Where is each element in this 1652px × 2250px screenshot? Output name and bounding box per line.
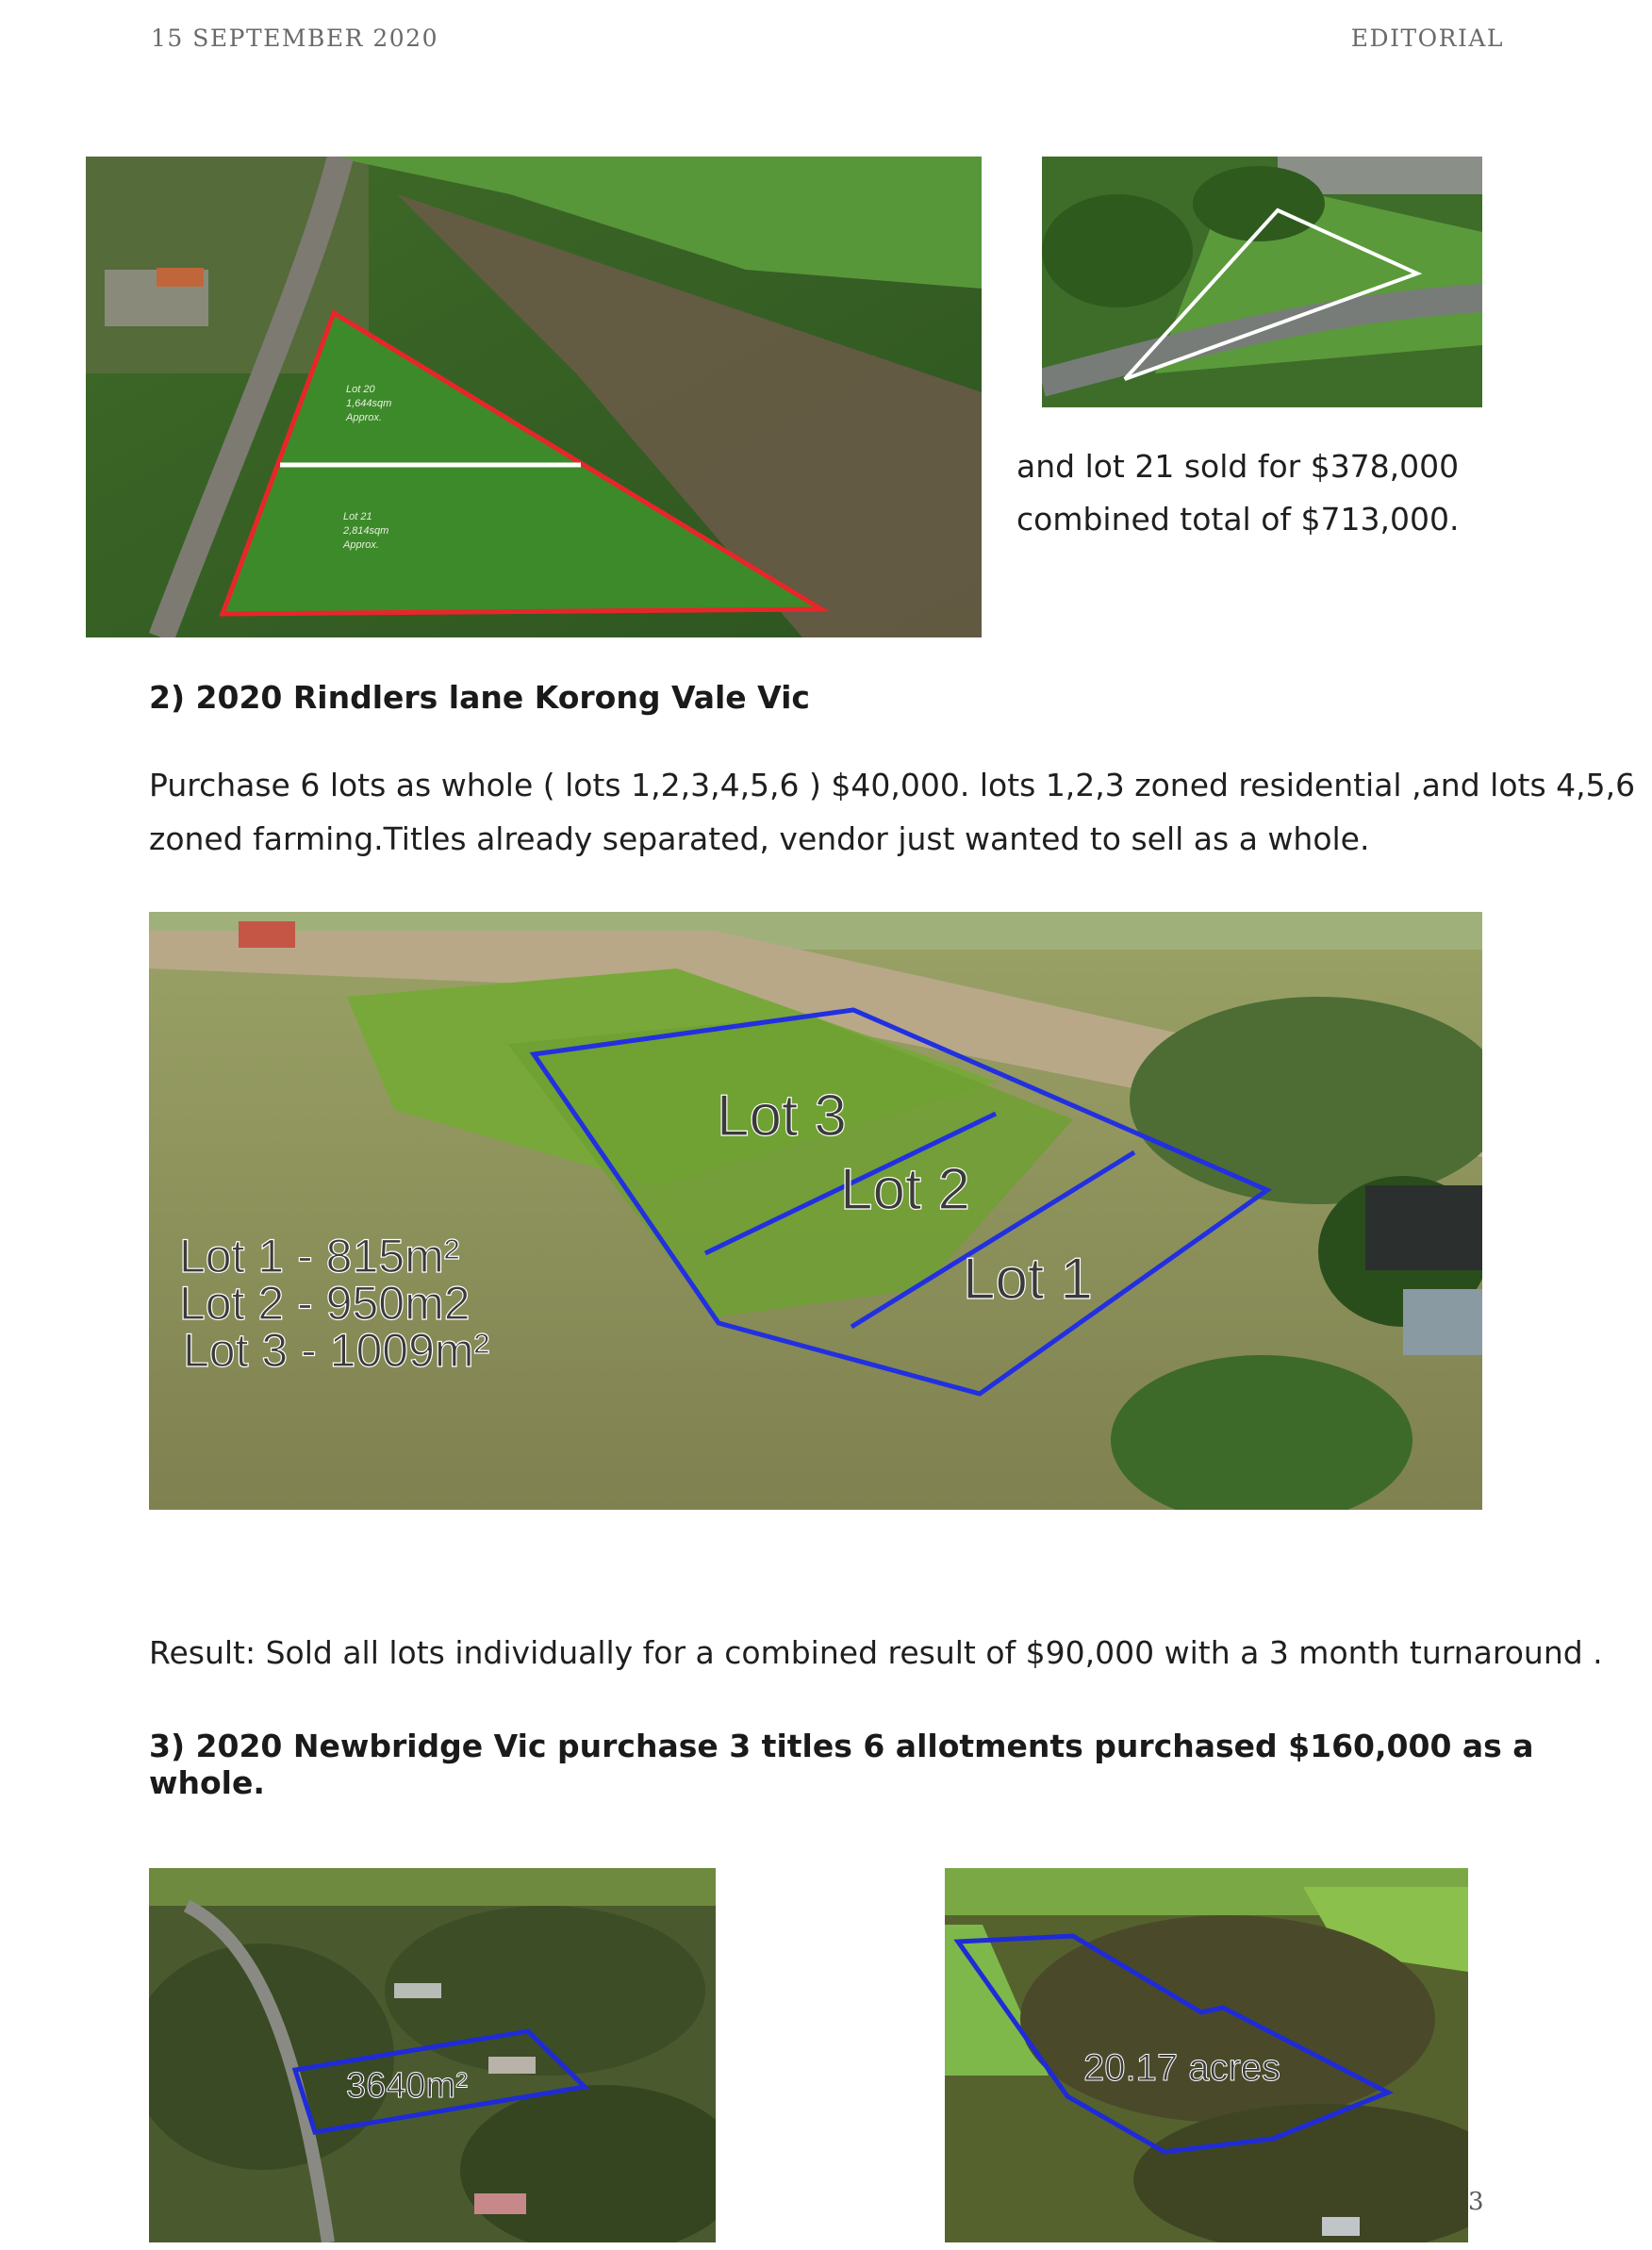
aerial-photo-newbridge-3640: [149, 1868, 716, 2242]
section2-result: Result: Sold all lots individually for a combined result of $90,000 with a 3 month turnaround .: [149, 1634, 1603, 1671]
aerial-photo-korong-vale-lots: [149, 912, 1482, 1510]
lot2-label: Lot 2: [840, 1157, 970, 1222]
area-label-20-acres: 20.17 acres: [1083, 2047, 1281, 2089]
section2-heading: 2) 2020 Rindlers lane Korong Vale Vic: [149, 679, 810, 716]
lot3-label: Lot 3: [717, 1084, 847, 1149]
aerial-photo-newbridge-20-acres: [945, 1868, 1468, 2242]
section2-paragraph-line2: zoned farming.Titles already separated, vendor just wanted to sell as a whole.: [149, 820, 1370, 857]
lot20-label-line1: Lot 20: [346, 384, 375, 395]
aerial-photo-lots-20-21: [86, 157, 982, 637]
aerial-photo-lot-21: [1042, 157, 1482, 407]
area-label-3640: 3640m²: [346, 2066, 468, 2106]
section2-paragraph-line1: Purchase 6 lots as whole ( lots 1,2,3,4,5,6 ) $40,000. lots 1,2,3 zoned residential ,and lots 4,5,6: [149, 767, 1636, 803]
section3-heading: 3) 2020 Newbridge Vic purchase 3 titles 6 allotments purchased $160,000 as a whole.: [149, 1728, 1534, 1801]
lot21-label-line3: Approx.: [343, 539, 379, 551]
page-number: 3: [1468, 2188, 1484, 2216]
lot2-area-label: Lot 2 - 950m2: [179, 1277, 471, 1330]
sale-caption-line1: and lot 21 sold for $378,000: [1016, 448, 1460, 485]
lot3-area-label: Lot 3 - 1009m²: [183, 1324, 490, 1377]
lot21-label-line2: 2,814sqm: [343, 525, 389, 537]
lot20-label-line3: Approx.: [346, 412, 382, 423]
issue-date: 15 SEPTEMBER 2020: [151, 25, 438, 52]
sale-caption-line2: combined total of $713,000.: [1016, 501, 1460, 538]
lot21-label-line1: Lot 21: [343, 511, 372, 522]
section-label: EDITORIAL: [1350, 25, 1504, 52]
lot20-label-line2: 1,644sqm: [346, 398, 392, 409]
lot1-area-label: Lot 1 - 815m²: [179, 1230, 460, 1282]
lot1-label: Lot 1: [963, 1247, 1093, 1312]
